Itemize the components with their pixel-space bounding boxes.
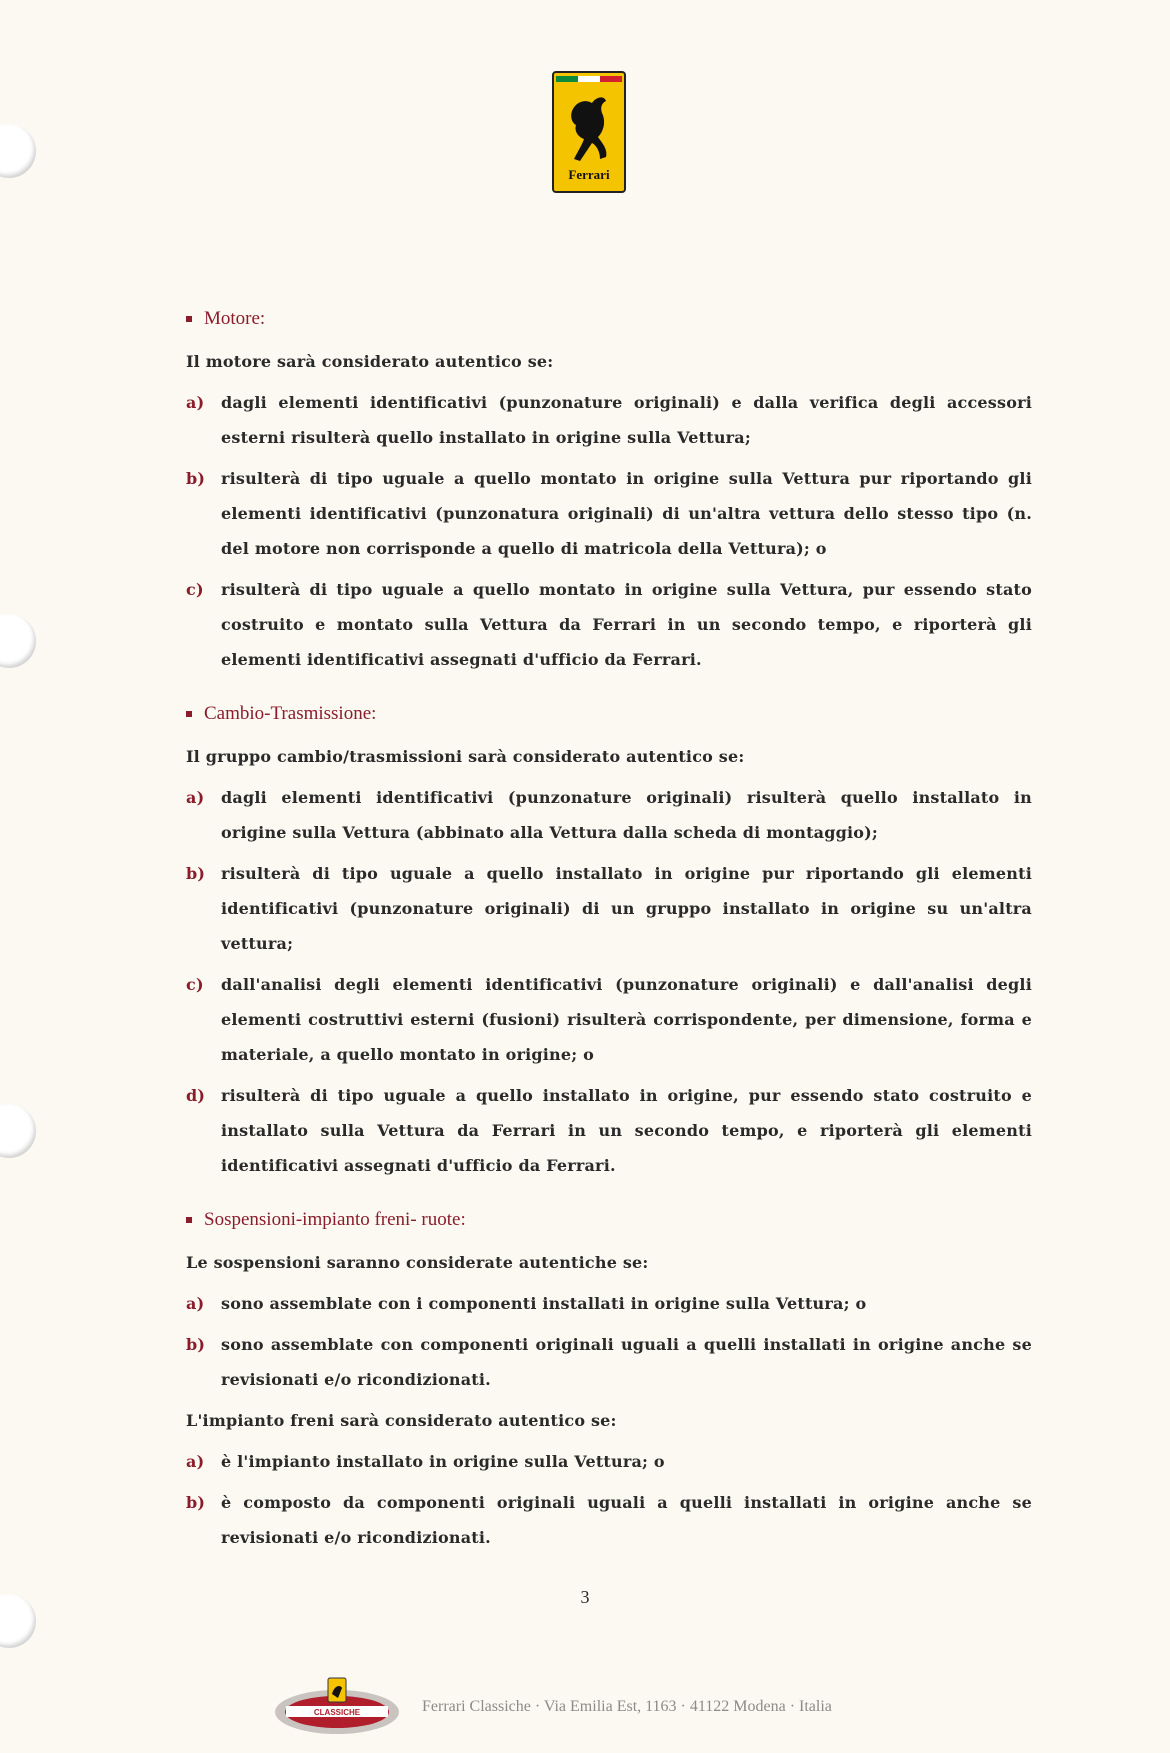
document-body — [186, 308, 1032, 1581]
bullet-icon — [186, 711, 192, 717]
footer-address: Ferrari Classiche · Via Emilia Est, 1163 · 41122 Modena · Italia — [422, 1698, 832, 1715]
list-item: d) risulterà di tipo uguale a quello installato in origine, pur essendo stato costruito e installato sulla Vettura da Ferrari in un secondo tempo, e riporterà gli elementi identificativi assegnati d'ufficio da Ferrari. — [186, 1086, 1032, 1175]
punch-hole — [0, 124, 36, 178]
svg-text:CLASSICHE: CLASSICHE — [313, 1708, 361, 1717]
list-item: b) risulterà di tipo uguale a quello montato in origine sulla Vettura pur riportando gli elementi identificativi (punzonatura originali) di un'altra vettura dello stesso tipo (n. del motore non corrisponde a quello di matricola della Vettura); o — [186, 469, 1032, 558]
ferrari-classiche-emblem — [272, 1674, 402, 1744]
list-item: b) sono assemblate con componenti originali uguali a quelli installati in origine anche se revisionati e/o ricondizionati. — [186, 1335, 1032, 1389]
section-heading: Motore: — [186, 308, 1032, 330]
list-item: a) dagli elementi identificativi (punzonature originali) risulterà quello installato in origine sulla Vettura (abbinato alla Vettura dalla scheda di montaggio); — [186, 788, 1032, 842]
section-motore — [186, 308, 1032, 677]
page-number: 3 — [580, 1587, 590, 1607]
ferrari-logo — [552, 71, 626, 193]
section-intro: Il motore sarà considerato autentico se: — [186, 352, 554, 371]
list-item: c) dall'analisi degli elementi identificativi (punzonature originali) e dall'analisi degli elementi costruttivi esterni (fusioni) risulterà corrispondente, per dimensione, forma e materiale, a quello montato in origine; o — [186, 975, 1032, 1064]
list-item: a) è l'impianto installato in origine sulla Vettura; o — [186, 1452, 665, 1471]
list-item: a) sono assemblate con i componenti installati in origine sulla Vettura; o — [186, 1294, 867, 1313]
list-item: b) risulterà di tipo uguale a quello installato in origine pur riportando gli elementi identificativi (punzonature originali) di un gruppo installato in origine su un'altra vettura; — [186, 864, 1032, 953]
footer — [272, 1674, 972, 1744]
bullet-icon — [186, 1217, 192, 1223]
list-item: b) è composto da componenti originali uguali a quelli installati in origine anche se revisionati e/o ricondizionati. — [186, 1493, 1032, 1547]
section-intro: Il gruppo cambio/trasmissioni sarà considerato autentico se: — [186, 747, 745, 766]
bullet-icon — [186, 316, 192, 322]
svg-text:Ferrari: Ferrari — [568, 167, 610, 182]
section-intro: Le sospensioni saranno considerate autentiche se: — [186, 1253, 649, 1272]
section-sospensioni — [186, 1209, 1032, 1555]
section-intro: L'impianto freni sarà considerato autentico se: — [186, 1411, 617, 1430]
section-cambio — [186, 703, 1032, 1183]
list-item: c) risulterà di tipo uguale a quello montato in origine sulla Vettura, pur essendo stato costruito e montato sulla Vettura da Ferrari in un secondo tempo, e riporterà gli elementi identificativi assegnati d'ufficio da Ferrari. — [186, 580, 1032, 669]
section-heading: Cambio-Trasmissione: — [186, 703, 1032, 725]
section-heading: Sospensioni-impianto freni- ruote: — [186, 1209, 1032, 1231]
list-item: a) dagli elementi identificativi (punzonature originali) e dalla verifica degli accessori esterni risulterà quello installato in origine sulla Vettura; — [186, 393, 1032, 447]
punch-hole — [0, 1104, 36, 1158]
punch-hole — [0, 614, 36, 668]
